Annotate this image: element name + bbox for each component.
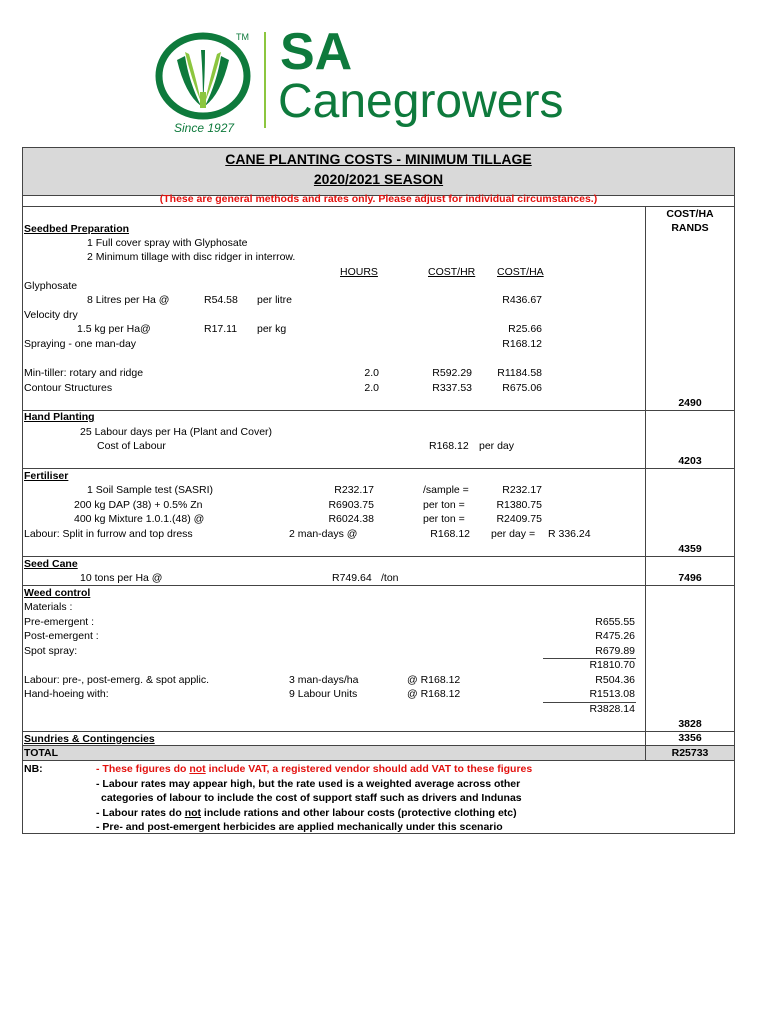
seedbed-heading: Seedbed Preparation [24, 223, 130, 235]
mintiller-costhr: R592.29 [432, 367, 472, 379]
canegrowers-logo-icon [155, 32, 251, 120]
weed-labour-rate: @ R168.12 [407, 674, 461, 686]
total-label: TOTAL [24, 747, 59, 759]
brand-name-canegrowers: Canegrowers [278, 75, 564, 128]
divider [22, 206, 735, 207]
seed-cane-heading: Seed Cane [24, 558, 78, 570]
seed-cane-price: R749.64 [332, 572, 372, 584]
note-vat: - These figures do not include VAT, a registered vendor should add VAT to these figures [96, 763, 533, 775]
weed-materials-subtotal: R1810.70 [589, 659, 635, 671]
divider [22, 410, 735, 411]
col-header-hours: HOURS [340, 266, 378, 278]
fertiliser-labour-desc: Labour: Split in furrow and top dress [24, 528, 193, 540]
glyphosate-qty: 8 Litres per Ha @ [87, 294, 170, 306]
weed-subtotal: R3828.14 [589, 703, 635, 715]
brand-name-sa: SA [280, 23, 353, 81]
page-title: CANE PLANTING COSTS - MINIMUM TILLAGE [225, 151, 532, 167]
hand-planting-total: 4203 [678, 455, 702, 467]
velocity-qty: 1.5 kg per Ha@ [77, 323, 151, 335]
weed-hoe-desc: Hand-hoeing with: [24, 688, 109, 700]
mintiller-label: Min-tiller: rotary and ridge [24, 367, 144, 379]
fertiliser-line-2-cost: R1380.75 [496, 499, 542, 511]
fertiliser-line-1-cost: R232.17 [502, 484, 542, 496]
seedbed-step-1: 1 Full cover spray with Glyphosate [87, 237, 248, 249]
divider [22, 556, 735, 557]
seed-cane-unit: /ton [381, 572, 399, 584]
glyphosate-unit: per litre [257, 294, 293, 306]
weed-pre-label: Pre-emergent : [24, 616, 95, 628]
fertiliser-labour-rate: R168.12 [430, 528, 470, 540]
fertiliser-line-3-price: R6024.38 [328, 513, 374, 525]
sundries-label: Sundries & Contingencies [24, 733, 155, 745]
divider [22, 760, 735, 761]
contour-hours: 2.0 [364, 382, 379, 394]
total-value: R25733 [671, 747, 709, 759]
seed-cane-line: 10 tons per Ha @ [80, 572, 163, 584]
contour-costha: R675.06 [502, 382, 542, 394]
fertiliser-line-3-cost: R2409.75 [496, 513, 542, 525]
contour-label: Contour Structures [24, 382, 113, 394]
mintiller-hours: 2.0 [364, 367, 379, 379]
fertiliser-line-1-price: R232.17 [334, 484, 374, 496]
col-header-rands: RANDS [671, 222, 709, 234]
fertiliser-heading: Fertiliser [24, 470, 69, 482]
seedbed-total: 2490 [678, 397, 702, 409]
glyphosate-cost: R436.67 [502, 294, 542, 306]
fertiliser-line-2-price: R6903.75 [328, 499, 374, 511]
weed-post-cost: R475.26 [595, 630, 635, 642]
weed-hoe-units: 9 Labour Units [289, 688, 358, 700]
fertiliser-line-2-desc: 200 kg DAP (38) + 0.5% Zn [74, 499, 203, 511]
note-labour-rates: - Labour rates may appear high, but the rate used is a weighted average across other [96, 778, 521, 790]
weed-materials-label: Materials : [24, 601, 73, 613]
spraying-cost: R168.12 [502, 338, 542, 350]
disclaimer: (These are general methods and rates only. Please adjust for individual circumstances.) [159, 193, 598, 205]
col-header-costha: COST/HA [666, 208, 714, 220]
fertiliser-labour-cost: R 336.24 [548, 528, 591, 540]
weed-spot-label: Spot spray: [24, 645, 78, 657]
velocity-cost: R25.66 [508, 323, 542, 335]
hand-planting-line-2: Cost of Labour [97, 440, 166, 452]
logo-divider [264, 32, 266, 128]
weed-labour-desc: Labour: pre-, post-emerg. & spot applic. [24, 674, 210, 686]
weed-post-label: Post-emergent : [24, 630, 99, 642]
hand-planting-rate-unit: per day [479, 440, 515, 452]
weed-control-heading: Weed control [24, 587, 91, 599]
seedbed-step-2: 2 Minimum tillage with disc ridger in interrow. [87, 251, 296, 263]
weed-labour-units: 3 man-days/ha [289, 674, 359, 686]
weed-spot-cost: R679.89 [595, 645, 635, 657]
weed-hoe-rate: @ R168.12 [407, 688, 461, 700]
hand-planting-heading: Hand Planting [24, 411, 95, 423]
spraying-label: Spraying - one man-day [24, 338, 137, 350]
fertiliser-total: 4359 [678, 543, 702, 555]
weed-total: 3828 [678, 718, 702, 730]
glyphosate-label: Glyphosate [24, 280, 78, 292]
note-labour-rates-cont: categories of labour to include the cost of support staff such as drivers and Indunas [101, 792, 522, 804]
notes-label: NB: [24, 763, 43, 775]
total-column-divider [645, 206, 646, 761]
velocity-unit: per kg [257, 323, 287, 335]
divider [22, 468, 735, 469]
fertiliser-line-2-unit: per ton = [423, 499, 465, 511]
fertiliser-line-3-desc: 400 kg Mixture 1.0.1.(48) @ [74, 513, 205, 525]
since-label: Since 1927 [174, 121, 235, 135]
note-herbicides: - Pre- and post-emergent herbicides are applied mechanically under this scenario [96, 821, 503, 833]
fertiliser-line-1-desc: 1 Soil Sample test (SASRI) [87, 484, 214, 496]
weed-labour-cost: R504.36 [595, 674, 635, 686]
season-title: 2020/2021 SEASON [313, 171, 444, 187]
fertiliser-line-3-unit: per ton = [423, 513, 465, 525]
col-header-costha-sub: COST/HA [497, 266, 544, 278]
mintiller-costha: R1184.58 [497, 367, 542, 379]
weed-hoe-cost: R1513.08 [589, 688, 635, 700]
divider [22, 585, 735, 586]
velocity-label: Velocity dry [24, 309, 78, 321]
seed-cane-total: 7496 [678, 572, 702, 584]
note-rations: - Labour rates do not include rations and other labour costs (protective clothing etc) [96, 807, 517, 819]
trademark-label: TM [236, 32, 249, 42]
fertiliser-labour-unit: per day = [491, 528, 536, 540]
sundries-value: 3356 [678, 732, 702, 744]
weed-pre-cost: R655.55 [595, 616, 635, 628]
fertiliser-labour-days: 2 man-days @ [289, 528, 358, 540]
contour-costhr: R337.53 [432, 382, 472, 394]
velocity-price: R17.11 [204, 323, 238, 335]
hand-planting-line-1: 25 Labour days per Ha (Plant and Cover) [80, 426, 273, 438]
hand-planting-rate: R168.12 [429, 440, 469, 452]
fertiliser-line-1-unit: /sample = [423, 484, 469, 496]
glyphosate-price: R54.58 [204, 294, 238, 306]
col-header-costhr: COST/HR [428, 266, 476, 278]
